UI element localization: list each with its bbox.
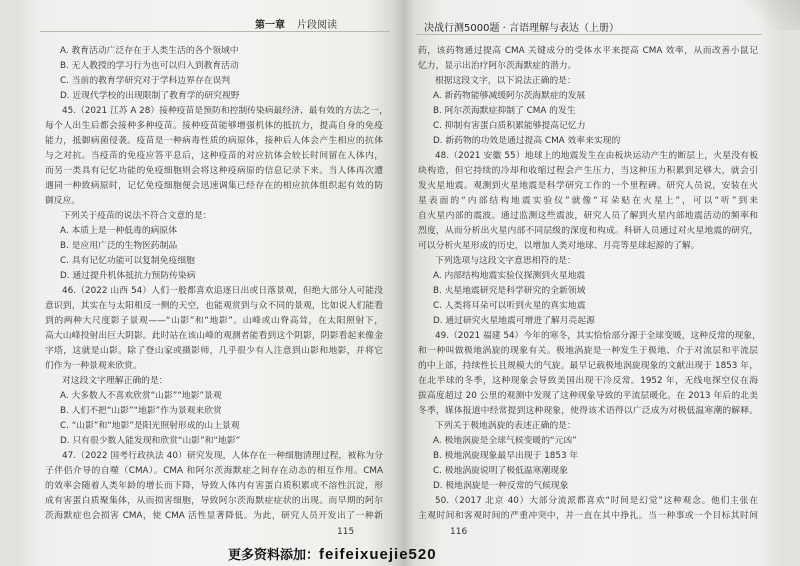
q45-option-b: B. 是应用广泛的生物医药制品 xyxy=(60,241,178,251)
q47-passage-line: 成有害蛋白质聚集体，从而损害细胞，导致阿尔茨海默症症状的出现。而早期的阿尔 xyxy=(45,496,383,506)
q48-passage-line: 发火星地震。观测到火星地震是科学研究工作的一个里程碑。研究人员说，安装在火 xyxy=(418,181,758,191)
q50-passage-line: 主观时间和客观时间的严重冲突中，并一直在其中挣扎。当一种事或一个目标其时间 xyxy=(418,511,758,521)
q45-option-c: C. 具有记忆功能可以复制免疫细胞 xyxy=(60,256,195,266)
left-page-text xyxy=(45,44,388,524)
q44-option-b: B. 无人教授的学习行为也可以归入到教育活动 xyxy=(60,61,239,71)
q45-option-d: D. 通过提升机体抵抗力预防传染病 xyxy=(60,271,196,281)
chapter-title: 片段阅读 xyxy=(297,20,337,31)
q49-passage-line: 在北半球的冬季，这种现象会导致美国出现干冷反常。1952 年，无线电探空仪在海 xyxy=(418,376,758,386)
q45-passage-line: 能力，抵御病菌侵袭。疫苗是一种病毒性质的病原体，接种后人体会产生相应的抗体 xyxy=(45,136,383,146)
q46-passage-line: 到的两种大尺度影子景观——“山影”和“地影”。山峰或山脊高耸，在太阳照射下， xyxy=(45,316,383,326)
q46-option-b: B. 人们不把“山影”“地影”作为景观来欣赏 xyxy=(60,406,222,416)
q47-option-c: C. 抑制有害蛋白质积累能够提高记忆力 xyxy=(433,121,586,131)
q46-prompt: 对这段文字理解正确的是： xyxy=(62,376,168,386)
q45-prompt: 下列关于疫苗的说法不符合文意的是： xyxy=(62,211,212,221)
chapter-number: 第一章 xyxy=(255,20,285,31)
q46-passage-line: 字塔，这就是山影。除了登山家或摄影师，几乎很少有人注意到山影和地影，并将它 xyxy=(45,346,383,356)
q45-passage-line: 遇同一种致病原时，记忆免疫细胞便会迅速调集已经存在的相应抗体组织起有效的防 xyxy=(45,181,383,191)
q49-prompt: 下列关于极地涡旋的表述正确的是： xyxy=(435,421,576,431)
q49-option-d: D. 极地涡旋是一种反常的气候现象 xyxy=(433,481,569,491)
right-page-text xyxy=(418,44,761,524)
q49-option-c: C. 极地涡旋说明了极低温寒潮现象 xyxy=(433,466,568,476)
q48-passage-line: 自火星内部的震波。通过监测这些震波，研究人员了解到火星内部地震活动的频率和 xyxy=(418,211,758,221)
q48-prompt: 下列选项与这段文字意思相符的是： xyxy=(435,256,576,266)
q49-passage-line: 的中上部，持续性长且规模大的气旋。最早记载极地涡旋现象的文献出现于 1853 年， xyxy=(418,361,758,371)
q48-passage-line: 烈度，从而分析出火星内部不同层级的深度和构成。科研人员通过对火星地震的研究， xyxy=(418,226,758,236)
scan-corner-shadow xyxy=(740,0,800,30)
q47-passage-continued-line: 忆力，显示出治疗阿尔茨海默症的潜力。 xyxy=(418,61,577,71)
q49-passage-line: 49.（2021 福建 54）今年的寒冬，其实恰恰部分源于全球变暖，这种反常的现象， xyxy=(435,331,761,341)
q45-passage-line: 每个人出生后都会接种多种疫苗。接种疫苗能够增强机体的抵抗力，提高自身的免疫 xyxy=(45,121,383,131)
q44-option-d: D. 近现代学校的出现限制了教育学的研究视野 xyxy=(60,91,240,101)
q46-passage-line: 46.（2022 山西 54）人们一般都喜欢追逐日出或日落景观，但绝大部分人可能没 xyxy=(62,286,383,296)
q48-option-a: A. 内部结构地震实验仪探测到火星地震 xyxy=(433,271,586,281)
q49-option-a: A. 极地涡旋是全球气候变暖的“元凶” xyxy=(433,436,577,446)
q47-passage-line: 茨海默症也会损害 CMA，使 CMA 活性显著降低。为此，研究人员开发出了一种新 xyxy=(45,511,383,521)
q46-option-a: A. 大多数人不喜欢欣赏“山影”“地影”景观 xyxy=(60,391,222,401)
q47-passage-line: 47.（2022 国考行政执法 40）研究发现，人体存在一种细胞清理过程，被称为分 xyxy=(62,451,383,461)
q45-option-a: A. 本质上是一种低毒的病原体 xyxy=(60,226,178,236)
left-page-number: 115 xyxy=(337,527,355,537)
q48-option-d: D. 通过研究火星地震可增进了解月亮起源 xyxy=(433,316,595,326)
left-running-header xyxy=(255,16,337,31)
q46-option-d: D. 只有很少数人能发现和欣赏“山影”和“地影” xyxy=(60,436,241,446)
q47-prompt: 根据这段文字，以下说法正确的是： xyxy=(435,76,576,86)
q45-passage-line: 而另一类具有记忆功能的免疫细胞则会将这种疫病原的信息记录下来。当人体再次遭 xyxy=(45,166,383,176)
q50-passage-line: 50.（2017 北京 40）大部分流派都喜欢“时间是幻觉”这种观念。他们主张在 xyxy=(435,496,758,506)
q44-option-a: A. 教育活动广泛存在于人类生活的各个领域中 xyxy=(60,46,239,56)
q45-passage-line: 45.（2021 江苏 A 28）接种疫苗是预防和控制传染病最经济、最有效的方法之一， xyxy=(62,106,388,116)
q47-option-a: A. 新药物能够减缓阿尔茨海默症的发展 xyxy=(433,91,586,101)
q49-passage-line: 和一种叫做极地涡旋的现象有关。极地涡旋是一种发生于极地、介于对流层和平流层 xyxy=(418,346,758,356)
q46-passage-line: 意识到，其实在与太阳相反一侧的天空，也能观赏到与众不同的景观，比如说人们能看 xyxy=(45,301,383,311)
q48-option-c: C. 人类将耳朵可以听到火星的真实地震 xyxy=(433,301,586,311)
footer-contact-banner xyxy=(228,544,437,563)
right-header-rule xyxy=(416,34,762,35)
q47-option-d: D. 新药物的功效是通过提高 CMA 效率来实现的 xyxy=(433,136,621,146)
q47-passage-line: 的效率会随着人类年龄的增长而下降，导致人体内有害蛋白质积累或不溶性沉淀，形 xyxy=(45,481,383,491)
q46-passage-line: 高大山峰投射出巨大阴影。此时站在该山峰的观测者能看到这个阴影，阴影看起来像金 xyxy=(45,331,383,341)
q48-passage-line: 星表面的“内部结构地震实验仪”就像“耳朵贴在火星上”，可以“听”到来 xyxy=(418,196,758,206)
q44-option-c: C. 当前的教育学研究对于学科边界存在误判 xyxy=(60,76,231,86)
footer-label: 更多资料添加： xyxy=(228,548,320,563)
left-header-rule xyxy=(40,31,390,32)
q48-passage-line: 可以分析火星形成的历史，以增加人类对地球、月亮等星球起源的了解。 xyxy=(418,241,700,251)
q48-option-b: B. 火星地震研究是科学研究的全新领域 xyxy=(433,286,586,296)
q47-passage-line: 子伴侣介导的自噬（CMA）。CMA 和阿尔茨海默症之间存在动态的相互作用。CMA xyxy=(45,466,383,476)
right-page-number: 116 xyxy=(450,527,468,537)
footer-contact-id: feifeixuejie520 xyxy=(319,546,437,563)
q46-option-c: C. “山影”和“地影”是阳光照射形成的山上景观 xyxy=(60,421,240,431)
q49-option-b: B. 极地涡旋现象最早出现于 1853 年 xyxy=(433,451,579,461)
q46-passage-line: 们作为一种景观来欣赏。 xyxy=(45,361,142,371)
q45-passage-line: 与之对抗。当疫苗的免疫应答平息后，这种疫苗的对应抗体会较长时间留在人体内， xyxy=(45,151,383,161)
q47-option-b: B. 阿尔茨海默症抑制了 CMA 的发生 xyxy=(433,106,576,116)
q48-passage-line: 块构造，但它持续的冷却和收缩过程会产生压力，当这种压力积累到足够大，就会引 xyxy=(418,166,758,176)
q49-passage-line: 冬季，媒体报道中经常提到这种现象，使得该术语得以广泛成为对极低温寒潮的解释。 xyxy=(418,406,758,416)
q48-passage-line: 48.（2021 安徽 55）地球上的地震发生在由板块运动产生的断层上，火星没有板 xyxy=(435,151,758,161)
q49-passage-line: 拔高度超过 20 公里的观测中发现了这种现象导致的平流层暖化。在 2013 年后的北美 xyxy=(418,391,758,401)
q47-passage-continued-line: 药，该药物通过提高 CMA 关键成分的受体水平来提高 CMA 效率，从而改善小鼠记 xyxy=(418,46,758,56)
right-running-header: 决战行测5000题 · 言语理解与表达（上册） xyxy=(424,23,619,34)
q45-passage-line: 御反应。 xyxy=(45,196,81,206)
